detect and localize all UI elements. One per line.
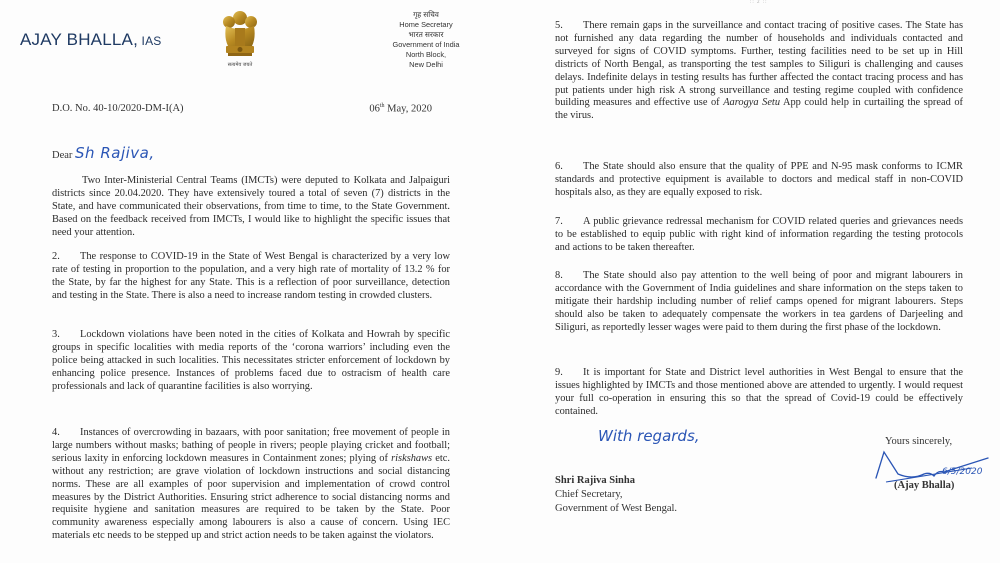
paragraph-text: The State should also ensure that the quality of PPE and N-95 mask conforms to ICMR standards and protective equipment is available to doctors and medical staff in non-COVID hospitals also, as they are equally exposed to risk. [555,161,963,198]
paragraph-number: 5. [555,20,563,31]
recipient-designation: Chief Secretary, [555,489,623,500]
paragraph-number: 2. [52,251,60,262]
office-address-line2: New Delhi [409,60,443,69]
paragraph-text: Lockdown violations have been noted in the cities of Kolkata and Howrah by specific groups in specific localities with media reports of the ‘corona warriors’ including even the police being attacked in such localities. This necessitates stricter enforcement of lockdown by enhancing police presence. Instances of problems faced due to ostracism of health care professionals and lack of quarantine facilities is also worrying. [52,329,450,392]
date-suffix: th [379,103,385,109]
salutation-printed: Dear [52,150,76,161]
office-title-hindi: गृह सचिव [413,10,439,19]
paragraph-number: 9. [555,367,563,378]
letter-date [369,103,432,115]
paragraph-text: App could help in curtailing the spread of the virus. [555,97,963,122]
paragraph-6 [555,161,963,200]
do-number: D.O. No. 40-10/2020-DM-I(A) [52,103,184,114]
paragraph-text: It is important for State and District level authorities in West Bengal to ensure that the issues highlighted by IMCTs and those mentioned above are attended to urgently. I would request your full co-operation in ensuring this so that the spread of Covid-19 could be effectively contained. [555,367,963,417]
date-day: 06 [369,103,380,115]
yours-sincerely: Yours sincerely, [885,436,953,447]
salutation [52,144,155,162]
signer-name: (Ajay Bhalla) [894,480,955,491]
recipient-organization: Government of West Bengal. [555,503,678,514]
sender-name [20,30,161,50]
paragraph-4 [52,427,450,543]
paragraph-7 [555,216,963,255]
paragraph-text: The response to COVID-19 in the State of West Bengal is characterized by a very low rate of testing in proportion to the population, and a very high rate of mortality of 13.2 % for the State, by far the highest for any State. This is a reflection of poor surveillance, detection and testing in the State. There is also a need to increase random testing in crowded clusters. [52,251,450,301]
paragraph-text: There remain gaps in the surveillance and contact tracing of positive cases. The State has not furnished any data regarding the number of households and individuals contacted and surveyed for signs of COVID symptoms. Further, testing facilities need to be set up in Hill districts of North Bengal, as transporting the test samples to Siliguri is challenging and causes delays. Indefinite delays in testing results has further affected the contact tracing process and has put patients under high risk A strong surveillance and testing regime coupled with confidence building measures and effective use of [555,20,963,109]
signature-date: 6/5/2020 [942,467,983,477]
paragraph-italic: Aarogya Setu [723,97,781,109]
salutation-handwritten: Sh Rajiva, [75,144,155,162]
paragraph-3 [52,329,450,394]
paragraph-number: 4. [52,427,60,438]
paragraph-text: A public grievance redressal mechanism for COVID related queries and grievances needs to be established to equip public with right kind of information regarding the testing protocols and actions to be taken thereafter. [555,216,963,253]
recipient-name: Shri Rajiva Sinha [555,475,635,486]
reference-line [52,103,432,115]
paragraph-text: Two Inter-Ministerial Central Teams (IMCTs) were deputed to Kolkata and Jalpaiguri districts since 20.04.2020. They have extensively toured a total of seven (7) districts in the State, and have communicated their observations, from time to time, to the State Government. Based on the feedback received from IMCTs, I would like to highlight the specific issues that need your attention. [52,175,450,238]
paragraph-number: 6. [555,161,563,172]
date-rest: May, 2020 [384,103,432,115]
paragraph-number: 7. [555,216,563,227]
office-address-block [378,10,474,70]
office-govt-hindi: भारत सरकार [408,30,444,39]
national-emblem-icon [218,8,262,70]
page-number-mark: :: 2 :: [750,0,768,5]
paragraph-1 [52,175,450,240]
office-govt: Government of India [392,40,460,49]
office-address-line1: North Block, [405,50,447,59]
paragraph-text: Instances of overcrowding in bazaars, with poor sanitation; free movement of people in large numbers without masks; bathing of people in rivers; people playing cricket and football; serious laxity in enforcing lockdown measures in Containment zones; plying of [52,427,450,464]
paragraph-text: The State should also pay attention to the well being of poor and migrant labourers in accordance with the Government of India guidelines and share information on the steps taken to mitigate their hardship including number of relief camps opened for migrant labourers. Steps should also be taken to adequately compensate the workers in tea gardens of Darjeeling and Siliguri, as reportedly lesser wages were paid to them during the first phase of the lockdown. [555,270,963,333]
handwritten-regards: With regards, [598,427,700,445]
paragraph-number: 3. [52,329,60,340]
paragraph-italic: riskshaws [391,452,433,464]
paragraph-9 [555,367,963,419]
paragraph-number: 8. [555,270,563,281]
letter-page-2 [500,0,1000,563]
paragraph-8 [555,270,963,335]
paragraph-5 [555,20,963,123]
sender-name-text: AJAY BHALLA, [20,30,138,49]
paragraph-2 [52,251,450,303]
emblem-motto: सत्यमेव जयते [227,62,253,68]
sender-suffix: IAS [138,34,162,48]
paragraph-text: etc. without any restriction; are grave violation of lockdown instructions and social distancing norms. These are all examples of poor supervision and implementation of crowd control measures by the District Authorities. Ensuring strict adherence to social distancing norms and requisite hygiene and sanitation measures are required to be taken by the State. Poor community awareness especially among labourers is also a cause of concern. Using IEC materials etc needs to be stepped up and strict action needs to be taken against the violators. [52,452,450,542]
recipient-block [555,474,677,516]
office-title: Home Secretary [399,20,453,29]
